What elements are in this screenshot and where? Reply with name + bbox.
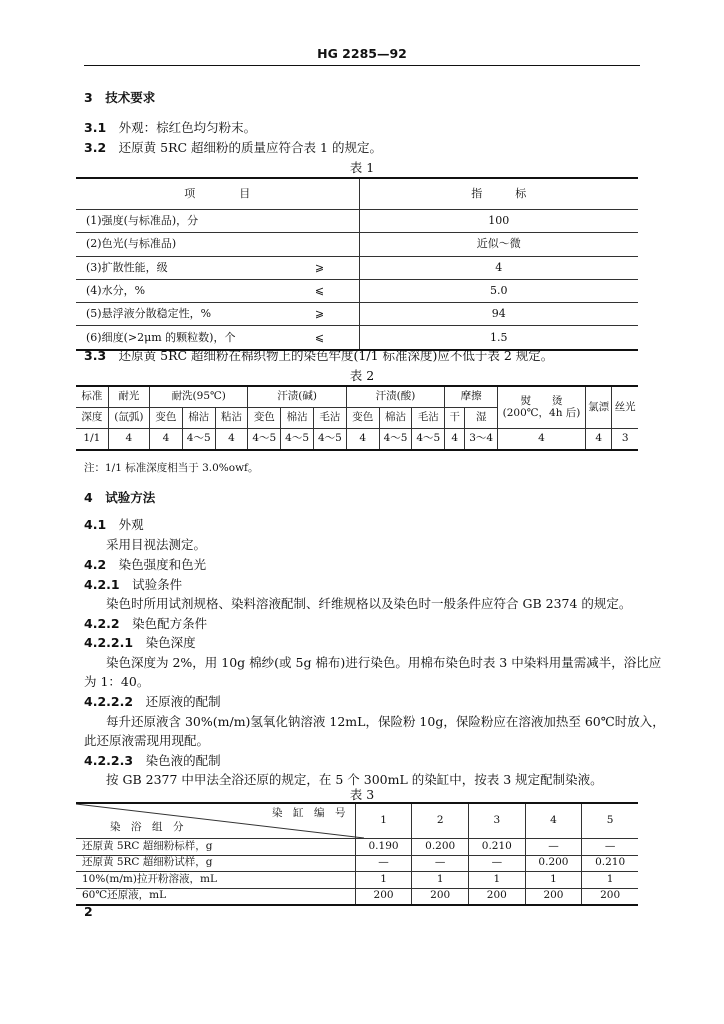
value-cell: — <box>582 839 638 856</box>
clause-4-2-2-3-text: 按 GB 2377 中甲法全浴还原的规定，在 5 个 300mL 的染缸中，按表 3 规定配制染液。 <box>106 772 603 787</box>
value-cell: 200 <box>469 888 526 905</box>
subheader-cell: 棉沾 <box>379 408 412 429</box>
clause-4-2-2-2-text-line2: 此还原液需现用现配。 <box>84 733 210 748</box>
header-chlorine-bleach: 氯漂 <box>585 386 611 429</box>
value-cell: 4 <box>108 429 149 451</box>
operator-cell <box>280 210 359 233</box>
table-header-row <box>76 178 638 210</box>
column-header-item: 项 目 <box>76 178 359 210</box>
clause-4-2-2-2-text-line1: 每升还原液含 30%(m/m)氢氧化钠溶液 12mL，保险粉 10g，保险粉应在溶液加热至 60℃时放入， <box>106 714 665 729</box>
value-cell: 0.210 <box>582 855 638 872</box>
item-cell: (2)色光(与标准品) <box>76 233 280 256</box>
value-cell: 4～5 <box>412 429 445 451</box>
value-cell: — <box>355 855 412 872</box>
value-cell: 4～5 <box>379 429 412 451</box>
clause-4-2-2-3 <box>84 751 221 769</box>
subheader-cell: 变色 <box>150 408 183 429</box>
subheader-cell: 粘沾 <box>215 408 248 429</box>
clause-4-2-2-1 <box>84 633 196 651</box>
table-row <box>76 210 638 233</box>
header-ironing <box>498 386 586 429</box>
clause-4-2 <box>84 555 206 573</box>
table-1-caption: 表 1 <box>349 160 375 175</box>
table-row <box>76 429 638 451</box>
value-cell: 0.190 <box>355 839 412 856</box>
column-header: 3 <box>469 803 526 839</box>
value-cell: 1 <box>412 872 469 889</box>
clause-title: 染色配方条件 <box>132 616 208 631</box>
table-3 <box>76 802 638 906</box>
clause-title: 外观 <box>118 517 144 532</box>
subheader-cell: 毛沾 <box>314 408 347 429</box>
corner-bottom-label: 染 浴 组 分 <box>110 821 184 833</box>
item-cell: (3)扩散性能，级 <box>76 256 280 279</box>
clause-number: 4.1 <box>84 517 107 532</box>
row-label: 10%(m/m)拉开粉溶液，mL <box>76 872 355 889</box>
value-cell: 4～5 <box>314 429 347 451</box>
table-row <box>76 303 638 326</box>
operator-cell <box>280 233 359 256</box>
clause-number: 3.1 <box>84 120 107 135</box>
clause-title: 染色液的配制 <box>145 753 221 768</box>
value-cell: 4 <box>498 429 586 451</box>
subheader-cell: 湿 <box>465 408 498 429</box>
operator-cell: ⩾ <box>280 256 359 279</box>
value-cell: 4 <box>585 429 611 451</box>
table-row <box>76 872 638 889</box>
column-header: 4 <box>525 803 582 839</box>
row-label: 60℃还原液，mL <box>76 888 355 905</box>
value-cell: 94 <box>359 303 638 326</box>
row-label: 还原黄 5RC 超细粉试样，g <box>76 855 355 872</box>
header-ironing-line2: (200℃，4h 后) <box>502 406 581 419</box>
value-cell: 0.200 <box>525 855 582 872</box>
clause-number: 3.2 <box>84 140 107 155</box>
section-3-title: 3 技术要求 <box>84 90 156 105</box>
clause-number: 4.2.2.3 <box>84 753 134 768</box>
item-cell: (6)细度(>2μm 的颗粒数)，个 <box>76 326 280 350</box>
clause-4-2-2-1-text-line1: 染色深度为 2%，用 10g 棉纱(或 5g 棉布)进行染色。用棉布染色时表 3 中染料用量需减半，浴比应 <box>106 655 662 670</box>
value-cell: 4 <box>445 429 465 451</box>
table-header-row <box>76 803 638 839</box>
clause-4-1 <box>84 515 144 533</box>
value-cell: 1.5 <box>359 326 638 350</box>
clause-title: 染色强度和色光 <box>118 557 207 572</box>
clause-number: 4.2.1 <box>84 577 120 592</box>
clause-4-2-2 <box>84 614 207 632</box>
value-cell: 1 <box>582 872 638 889</box>
diagonal-header-cell <box>76 803 355 839</box>
page-number: 2 <box>84 904 93 919</box>
table-row <box>76 888 638 905</box>
operator-cell: ⩾ <box>280 303 359 326</box>
value-cell: 4 <box>215 429 248 451</box>
value-cell: 4～5 <box>182 429 215 451</box>
item-cell: (4)水分，% <box>76 279 280 302</box>
value-cell: 5.0 <box>359 279 638 302</box>
value-cell: 1 <box>469 872 526 889</box>
table-1 <box>76 177 638 351</box>
value-cell: 200 <box>582 888 638 905</box>
value-cell: 1 <box>355 872 412 889</box>
value-cell: 4～5 <box>248 429 281 451</box>
clause-title: 还原液的配制 <box>145 694 221 709</box>
clause-text: 还原黄 5RC 超细粉的质量应符合表 1 的规定。 <box>118 140 382 155</box>
table-2 <box>76 385 638 451</box>
value-cell: 200 <box>525 888 582 905</box>
value-cell: 200 <box>412 888 469 905</box>
header-rule <box>84 65 640 66</box>
value-cell: 4 <box>359 256 638 279</box>
subheader-cell: 棉沾 <box>182 408 215 429</box>
operator-cell: ⩽ <box>280 279 359 302</box>
value-cell: 1 <box>525 872 582 889</box>
table-row <box>76 233 638 256</box>
subheader-cell: 毛沾 <box>412 408 445 429</box>
value-cell: 0.210 <box>469 839 526 856</box>
corner-top-label: 染 缸 编 号 <box>272 807 346 819</box>
clause-3-1 <box>84 118 256 136</box>
value-cell: 4 <box>150 429 183 451</box>
header-mercerizing: 丝光 <box>612 386 638 429</box>
column-header: 5 <box>582 803 638 839</box>
value-cell: 3 <box>612 429 638 451</box>
clause-4-2-1-text: 染色时所用试剂规格、染料溶液配制、纤维规格以及染色时一般条件应符合 GB 2374 的规定。 <box>106 596 632 611</box>
clause-number: 4.2.2.1 <box>84 635 134 650</box>
subheader-cell: 干 <box>445 408 465 429</box>
table-2-caption: 表 2 <box>349 368 375 383</box>
clause-4-2-2-2 <box>84 692 221 710</box>
header-perspiration-alkali: 汗渍(碱) <box>248 386 346 408</box>
value-cell: 0.200 <box>412 839 469 856</box>
subheader-cell: 棉沾 <box>281 408 314 429</box>
header-standard-depth-line2: 深度 <box>76 408 108 429</box>
clause-text: 外观：棕红色均匀粉末。 <box>118 120 257 135</box>
clause-3-3 <box>84 346 553 364</box>
value-cell: — <box>412 855 469 872</box>
value-cell: 近似～微 <box>359 233 638 256</box>
table-row <box>76 279 638 302</box>
subheader-cell: 变色 <box>248 408 281 429</box>
section-4-title: 4 试验方法 <box>84 490 156 505</box>
clause-title: 染色深度 <box>145 635 196 650</box>
value-cell: — <box>469 855 526 872</box>
clause-text: 还原黄 5RC 超细粉在棉织物上的染色牢度(1/1 标准深度)应不低于表 2 规定。 <box>118 348 554 363</box>
value-cell: 3～4 <box>465 429 498 451</box>
value-cell: 4～5 <box>281 429 314 451</box>
column-header: 1 <box>355 803 412 839</box>
header-rubbing: 摩擦 <box>445 386 498 408</box>
header-perspiration-acid: 汗渍(酸) <box>346 386 444 408</box>
value-cell: 200 <box>355 888 412 905</box>
diagonal-header <box>76 804 355 838</box>
table-3-caption: 表 3 <box>349 787 375 802</box>
clause-4-2-1 <box>84 575 182 593</box>
value-cell: 100 <box>359 210 638 233</box>
clause-number: 3.3 <box>84 348 107 363</box>
clause-number: 4.2.2 <box>84 616 120 631</box>
header-lightfastness-line2: (氙弧) <box>108 408 149 429</box>
operator-cell: ⩽ <box>280 326 359 350</box>
item-cell: (1)强度(与标准品)，分 <box>76 210 280 233</box>
table-2-note: 注：1/1 标准深度相当于 3.0%owf。 <box>84 462 259 474</box>
subheader-cell: 变色 <box>346 408 379 429</box>
item-cell: (5)悬浮液分散稳定性，% <box>76 303 280 326</box>
document-code: HG 2285—92 <box>317 46 407 61</box>
header-lightfastness: 耐光 <box>108 386 149 408</box>
clause-number: 4.2.2.2 <box>84 694 134 709</box>
table-row <box>76 256 638 279</box>
clause-4-2-2-1-text-line2: 为 1：40。 <box>84 674 150 689</box>
column-header-value: 指 标 <box>359 178 638 210</box>
clause-title: 试验条件 <box>132 577 183 592</box>
table-row <box>76 839 638 856</box>
clause-3-2 <box>84 138 382 156</box>
column-header: 2 <box>412 803 469 839</box>
clause-number: 4.2 <box>84 557 107 572</box>
clause-4-1-text: 采用目视法测定。 <box>106 537 207 552</box>
header-ironing-line1: 熨 烫 <box>520 394 563 407</box>
row-label: 还原黄 5RC 超细粉标样，g <box>76 839 355 856</box>
table-row <box>76 855 638 872</box>
table-header-row <box>76 386 638 408</box>
header-standard-depth: 标准 <box>76 386 108 408</box>
value-cell: 4 <box>346 429 379 451</box>
header-washing: 耐洗(95℃) <box>150 386 248 408</box>
value-cell: — <box>525 839 582 856</box>
value-cell: 1/1 <box>76 429 108 451</box>
